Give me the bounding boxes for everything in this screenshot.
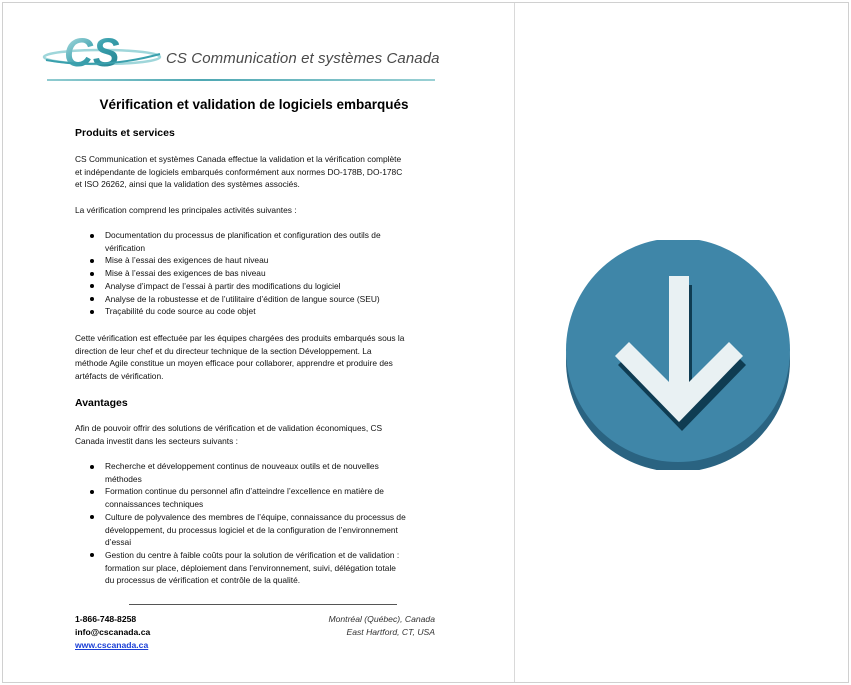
activities-list — [75, 229, 435, 318]
logo-rule — [47, 79, 435, 81]
text-line: Afin de pouvoir offrir des solutions de vérification et de validation économiques, CS — [75, 423, 383, 433]
text-line: CS Communication et systèmes Canada effectue la validation et la vérification complète — [75, 154, 402, 164]
products-closing — [75, 332, 437, 383]
text-line: Cette vérification est effectuée par les équipes chargées des produits embarqués sous la — [75, 333, 405, 343]
section-heading-products: Produits et services — [75, 127, 175, 139]
cs-logo-icon — [42, 30, 166, 76]
page-title: Vérification et validation de logiciels embarqués — [99, 97, 409, 112]
download-arrow-icon — [565, 240, 795, 470]
text-line: artéfacts de vérification. — [75, 371, 164, 382]
list-item: Analyse de la robustesse et de l’utilitaire d’édition de langue source (SEU) — [75, 293, 435, 306]
text-line: méthode Agile constitue un moyen efficace pour collaborer, apprendre et produire des — [75, 358, 393, 369]
products-intro — [75, 153, 437, 191]
list-item: Formation continue du personnel afin d’atteindre l’excellence en matière de connaissances techniques — [75, 485, 435, 510]
list-item: Traçabilité du code source au code objet — [75, 305, 435, 318]
footer-locations — [328, 613, 435, 639]
list-item: Analyse d’impact de l’essai à partir des modifications du logiciel — [75, 280, 435, 293]
website-link[interactable]: www.cscanada.ca — [75, 640, 149, 650]
phone-number: 1-866-748-8258 — [75, 614, 137, 624]
list-item: Mise à l’essai des exigences de haut niveau — [75, 254, 435, 267]
company-logo — [42, 30, 442, 76]
advantages-list — [75, 460, 435, 587]
svg-text:CS: CS — [64, 31, 120, 75]
footer-contact — [75, 613, 150, 652]
list-item: Mise à l’essai des exigences de bas niveau — [75, 267, 435, 280]
list-item: Gestion du centre à faible coûts pour la solution de vérification et de validation : formation sur place, déploiement dans l’environnement, suivi, délégation totale du processus de vérification et contrôle de la qualité. — [75, 549, 435, 587]
section-heading-advantages: Avantages — [75, 397, 128, 409]
footer-rule — [129, 604, 397, 605]
email-address: info@cscanada.ca — [75, 627, 151, 637]
download-button[interactable] — [565, 240, 795, 470]
activities-lead: La vérification comprend les principales activités suivantes : — [75, 205, 297, 215]
text-line: direction de leur chef et du directeur technique de la section Développement. La — [75, 345, 372, 356]
text-line: et indépendante de logiciels embarqués conformément aux normes DO-178B, DO-178C — [75, 166, 403, 177]
list-item: Culture de polyvalence des membres de l’équipe, connaissance du processus de développement, du processus logiciel et de la configuration de l’environnement d’essai — [75, 511, 435, 549]
list-item: Recherche et développement continus de nouveaux outils et de nouvelles méthodes — [75, 460, 435, 485]
location-montreal: Montréal (Québec), Canada — [328, 614, 435, 624]
location-hartford: East Hartford, CT, USA — [346, 627, 435, 637]
panel-divider — [514, 3, 515, 682]
list-item: Documentation du processus de planification et configuration des outils de vérification — [75, 229, 435, 254]
text-line: Canada investit dans les secteurs suivants : — [75, 435, 238, 446]
advantages-intro — [75, 422, 437, 447]
text-line: et ISO 26262, ainsi que la validation des systèmes associés. — [75, 179, 300, 190]
company-name: CS Communication et systèmes Canada — [166, 50, 440, 67]
